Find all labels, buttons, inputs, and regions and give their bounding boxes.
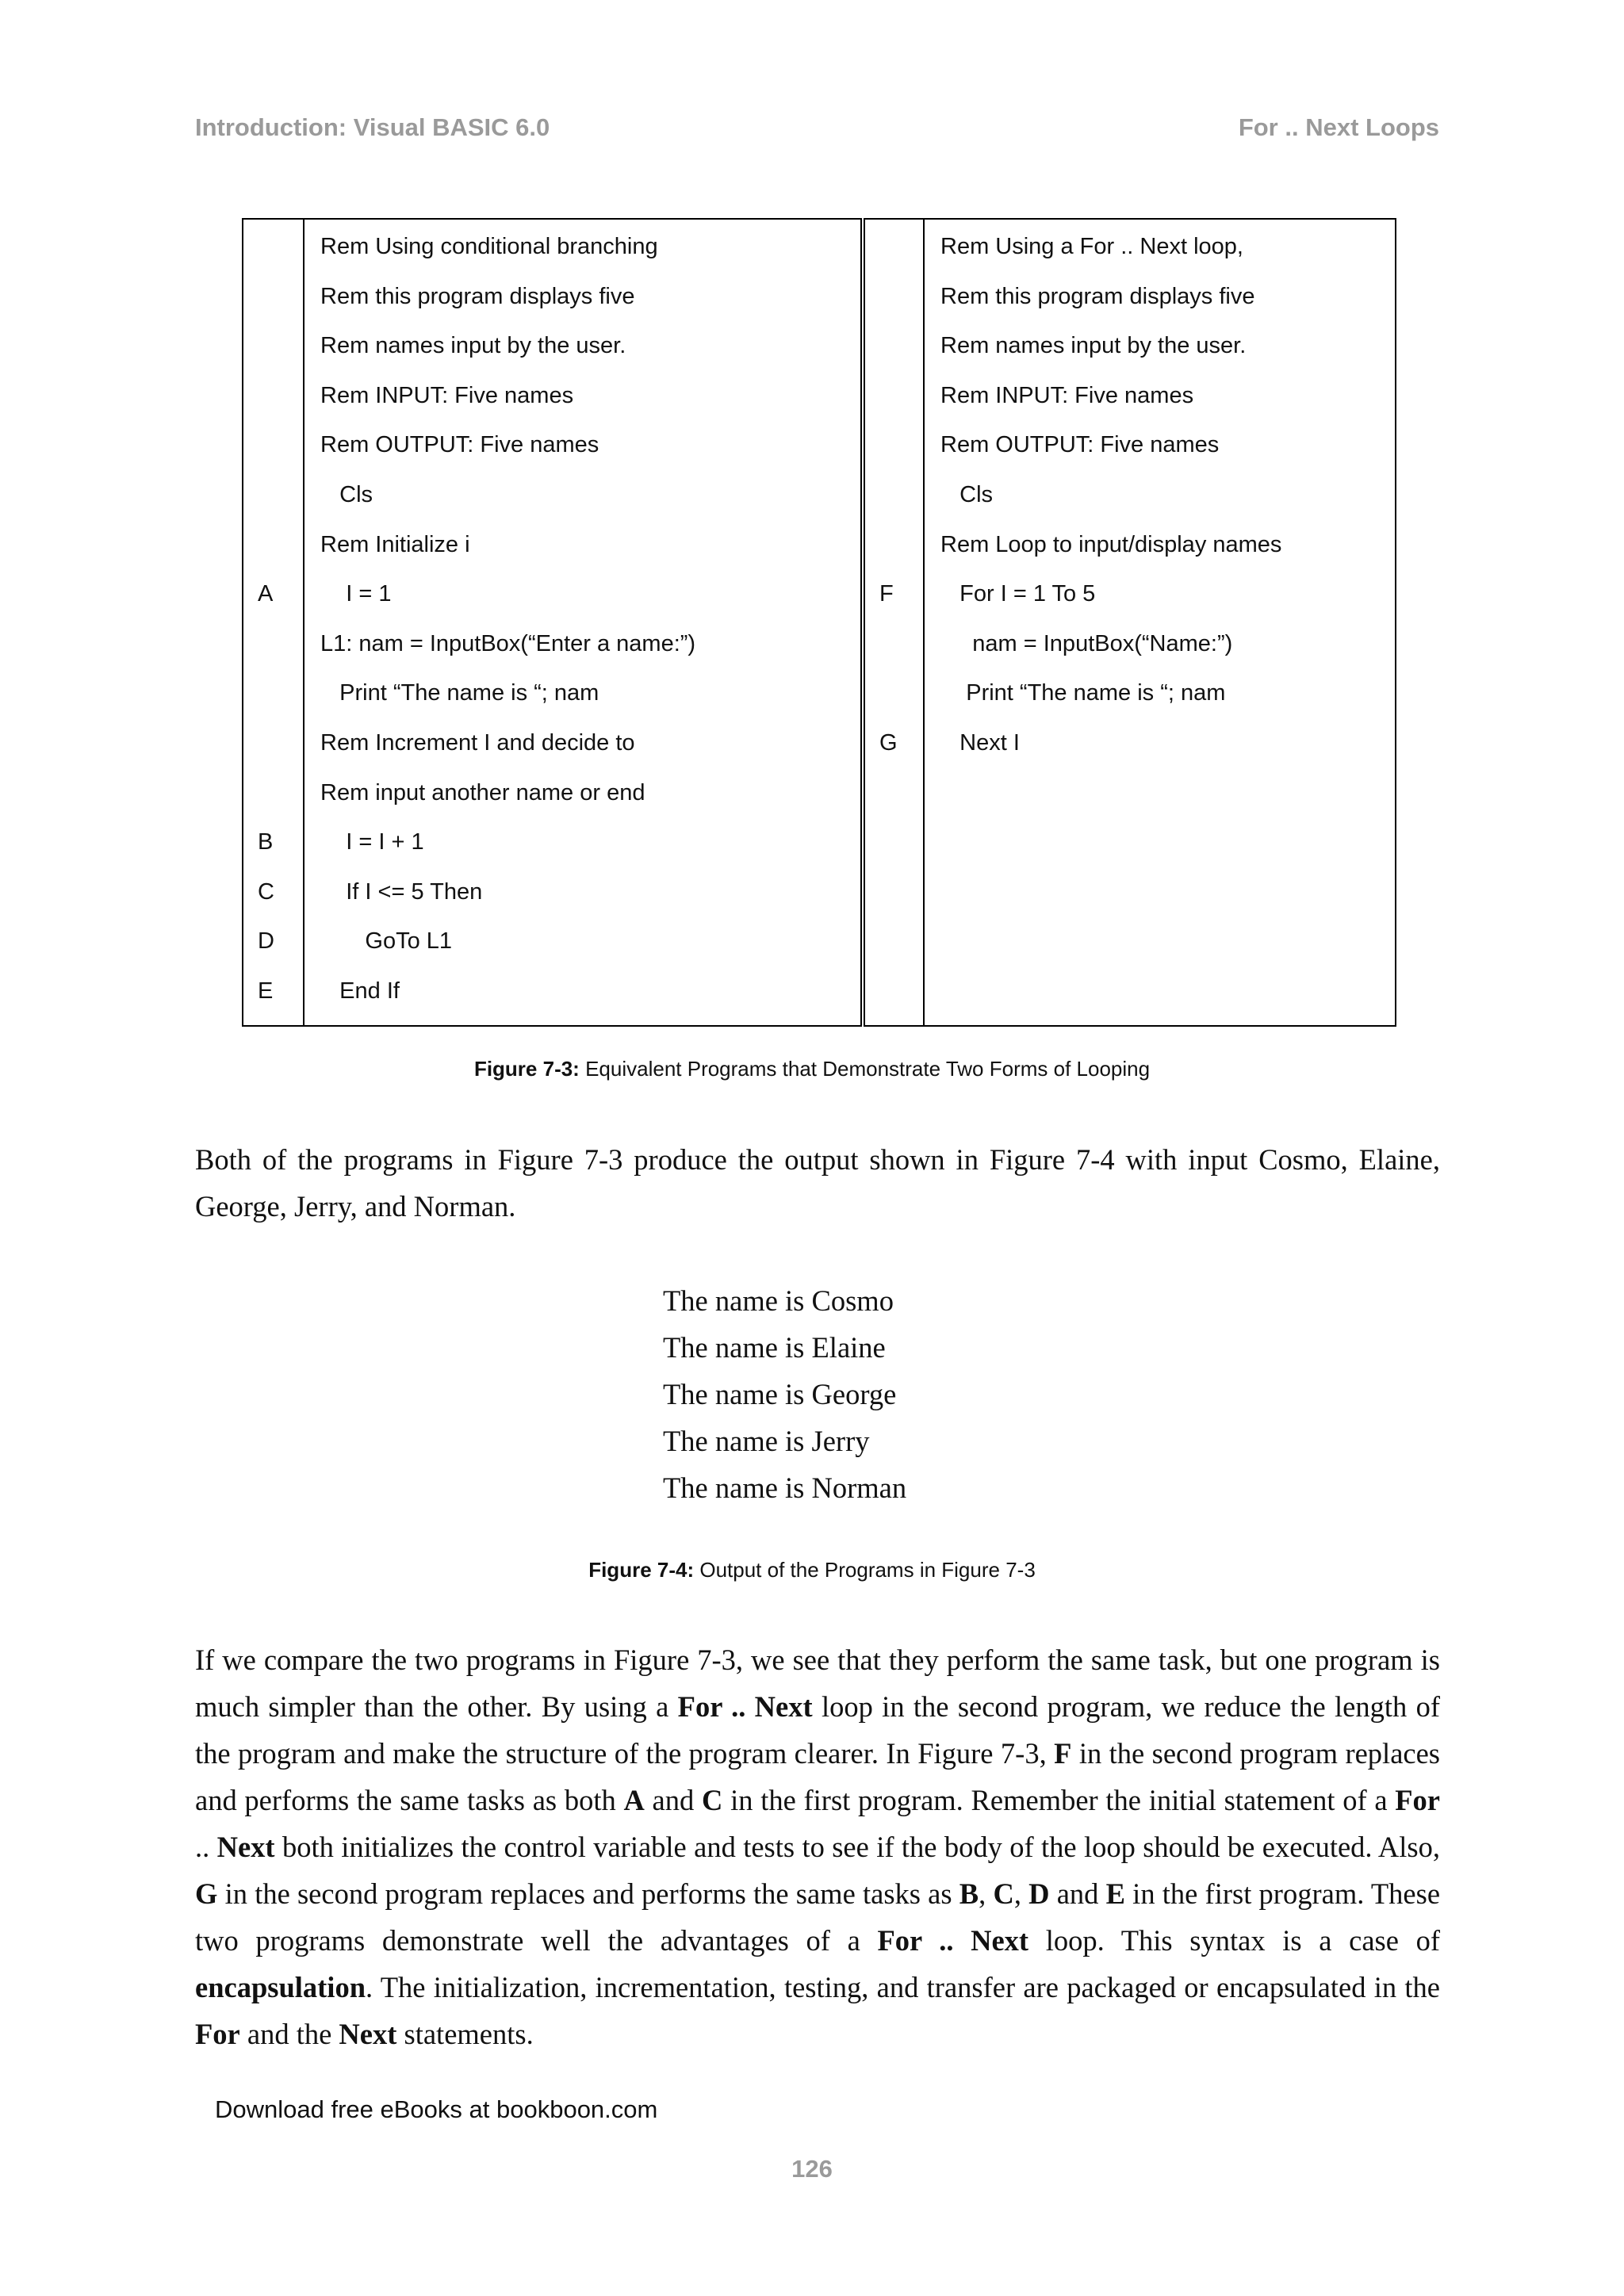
bold-term: F [1054,1737,1072,1770]
left-code-line: I = 1 [320,581,392,607]
bold-term: Next [339,2018,397,2050]
text-run: , [1013,1877,1029,1910]
bold-term: Next [216,1831,275,1863]
left-code-line: Rem this program displays five [320,283,635,309]
text-run: . The initialization, incrementation, testing, and transfer are packaged or encapsulated in the [366,1971,1440,2003]
left-line-label [243,380,303,430]
left-code-line: Cls [320,481,373,507]
running-header-section: For .. Next Loops [1238,113,1439,141]
left-line-label: D [258,928,274,955]
output-line: The name is Jerry [663,1425,870,1457]
text-run: , [979,1877,994,1910]
figure-7-3-caption [0,1057,1624,1081]
right-line-label [865,529,923,579]
right-code-column [924,219,1396,1026]
left-code-line: Rem OUTPUT: Five names [320,432,599,458]
figure-7-4-caption [0,1558,1624,1582]
text-run: and [644,1784,702,1816]
text-run: loop. This syntax is a case of [1028,1924,1440,1957]
download-footer-link[interactable]: Download free eBooks at bookboon.com [215,2095,658,2123]
left-code-line: Rem Using conditional branching [320,234,658,259]
figure-7-3-caption-text: Equivalent Programs that Demonstrate Two Forms of Looping [579,1057,1151,1081]
output-line: The name is Elaine [663,1331,886,1364]
right-line-label: G [879,729,898,756]
running-header-title: Introduction: Visual BASIC 6.0 [195,113,550,141]
bold-term: For [1395,1784,1441,1816]
text-run: in the first program. These two programs demonstrate well the advantages of a [195,1877,1441,1957]
text-run: and the [239,2018,339,2050]
left-line-label [243,777,303,827]
right-line-label [865,479,923,529]
left-code-line: Rem names input by the user. [320,333,626,359]
text-run: loop in the second program, we reduce the length of the program and make the structure of the program clearer. In Figure 7-3, [195,1690,1440,1770]
text-run: in the second program replaces and performs the same tasks as both [195,1737,1440,1816]
left-line-label [243,628,303,678]
left-line-label [243,281,303,331]
figure-7-4-caption-label: Figure 7-4: [588,1558,695,1582]
figure-7-4-output [663,1277,906,1511]
right-code-line: Rem Loop to input/display names [940,531,1282,557]
left-line-label [243,727,303,777]
text-run: in the second program replaces and performs the same tasks as [217,1877,959,1910]
left-line-label [243,330,303,380]
text-run: If we compare the two programs in Figure 7-3, we see that they perform the same task, but one program is much simpler than the other. By using a [195,1644,1440,1723]
figure-7-4-caption-text: Output of the Programs in Figure 7-3 [694,1558,1036,1582]
bold-term: E [1105,1877,1125,1910]
left-code-line: GoTo L1 [320,928,453,955]
right-code-line: For I = 1 To 5 [940,581,1096,607]
left-code-line: Rem input another name or end [320,779,645,806]
left-code-line: Rem Initialize i [320,531,470,557]
output-line: The name is George [663,1378,897,1410]
right-code-line: nam = InputBox(“Name:”) [940,630,1233,656]
text-run: both initializes the control variable and tests to see if the body of the loop should be executed. Also, [274,1831,1440,1863]
bold-term: C [701,1784,723,1816]
left-code-line: Print “The name is “; nam [320,680,599,706]
right-line-label: F [879,581,894,607]
bold-term: For [195,2018,240,2050]
right-code-line: Rem Using a For .. Next loop, [940,234,1243,259]
left-code-column [304,219,863,1026]
text-run: .. [195,1831,217,1863]
bold-term: B [959,1877,979,1910]
left-line-label: E [258,978,274,1004]
right-code-line: Next I [940,729,1020,756]
left-line-label [243,231,303,281]
figure-7-3-caption-label: Figure 7-3: [473,1057,580,1081]
right-line-label [865,330,923,380]
paragraph-1: Both of the programs in Figure 7-3 produce the output shown in Figure 7-4 with input Cosmo, Elaine, George, Jerry, and Norman. [195,1143,1440,1223]
left-line-label: B [258,829,274,855]
bold-term: For .. Next [877,1924,1029,1957]
right-code-line: Rem names input by the user. [940,333,1247,359]
left-line-label [243,429,303,479]
text-run: and [1049,1877,1106,1910]
right-line-label [865,677,923,727]
left-line-label [243,677,303,727]
right-code-line: Rem this program displays five [940,283,1255,309]
text-run: in the first program. Remember the initial statement of a [722,1784,1396,1816]
right-labels-column [863,219,924,1026]
right-code-line: Print “The name is “; nam [940,680,1226,706]
bold-term: A [623,1784,645,1816]
right-line-label [865,281,923,331]
left-code-line: If I <= 5 Then [320,878,483,905]
left-code-line: Rem Increment I and decide to [320,729,635,756]
bold-term: For .. Next [677,1690,813,1723]
right-code-line: Rem INPUT: Five names [940,382,1194,408]
code-comparison-table [242,218,1396,1027]
text-run: statements. [396,2018,534,2050]
output-line: The name is Cosmo [663,1284,894,1317]
bold-term: D [1028,1877,1050,1910]
right-line-label [865,380,923,430]
page-number: 126 [791,2155,833,2183]
left-code-line: I = I + 1 [320,829,424,855]
left-code-line: L1: nam = InputBox(“Enter a name:”) [320,630,696,656]
bold-term: encapsulation [195,1971,366,2003]
left-code-line: End If [320,978,400,1004]
paragraph-2 [195,1636,1440,2057]
bold-term: C [993,1877,1014,1910]
right-line-label [865,231,923,281]
right-line-label [865,429,923,479]
left-line-label: C [258,878,274,905]
left-labels-column [243,219,304,1026]
left-line-label [243,479,303,529]
bold-term: G [195,1877,218,1910]
output-line: The name is Norman [663,1471,907,1504]
right-code-line: Rem OUTPUT: Five names [940,432,1220,458]
right-code-line: Cls [940,481,994,507]
left-line-label [243,529,303,579]
left-code-line: Rem INPUT: Five names [320,382,574,408]
left-line-label: A [258,581,274,607]
right-line-label [865,628,923,678]
